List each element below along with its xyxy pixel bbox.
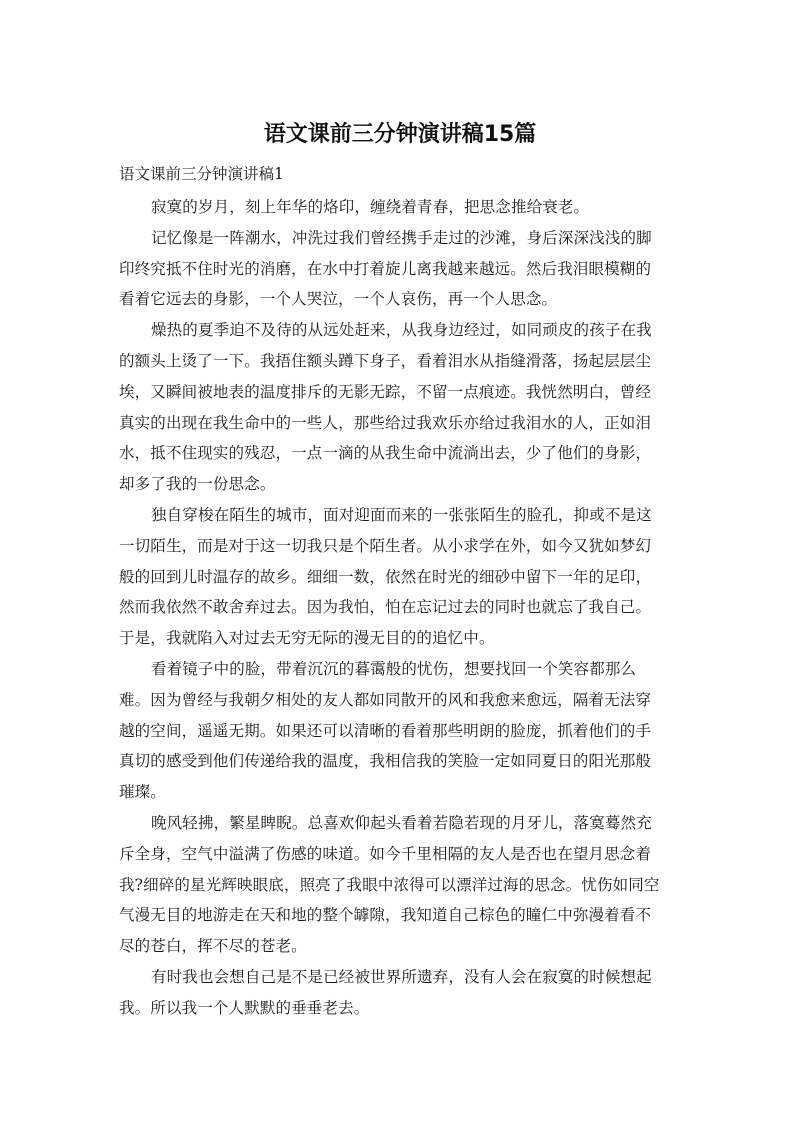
body-paragraph: [119, 223, 681, 315]
paragraph-line: 璀璨。: [119, 783, 166, 802]
paragraph-line: 有时我也会想自己是不是已经被世界所遗弃，没有人会在寂寞的时候想起: [151, 967, 652, 986]
paragraph-line: 越的空间，遥遥无期。如果还可以清晰的看着那些明朗的脸庞，抓着他们的手: [119, 721, 652, 740]
paragraph-line: 的额头上烫了一下。我捂住额头蹲下身子，看着泪水从指缝滑落，扬起层层尘: [119, 351, 652, 370]
body-paragraph: [119, 315, 681, 500]
paragraph-line: 埃，又瞬间被地表的温度排斥的无影无踪，不留一点痕迹。我恍然明白，曾经: [119, 382, 652, 401]
paragraph-line: 我?细碎的星光辉映眼底，照亮了我眼中浓得可以漂洋过海的思念。忧伤如同空: [119, 875, 660, 894]
body-paragraph: [119, 808, 681, 962]
paragraph-line: 看着镜子中的脸，带着沉沉的暮霭般的忧伤，想要找回一个笑容都那么: [151, 659, 637, 678]
paragraph-line: 看着它远去的身影，一个人哭泣，一个人哀伤，再一个人思念。: [119, 290, 558, 309]
paragraph-line: 水，抵不住现实的残忍，一点一滴的从我生命中流淌出去，少了他们的身影，: [119, 444, 652, 463]
paragraph-line: 我。所以我一个人默默的垂垂老去。: [119, 998, 370, 1017]
paragraph-line: 寂寞的岁月，刻上年华的烙印，缠绕着青春，把思念推给衰老。: [151, 198, 590, 216]
document-body: [119, 192, 681, 1024]
paragraph-line: 气漫无目的地游走在天和地的整个罅隙，我知道自己棕色的瞳仁中弥漫着看不: [119, 906, 652, 925]
paragraph-line: 独自穿梭在陌生的城市，面对迎面而来的一张张陌生的脸孔，抑或不是这: [151, 505, 652, 524]
paragraph-line: 然而我依然不敢舍弃过去。因为我怕，怕在忘记过去的同时也就忘了我自己。: [119, 598, 652, 617]
paragraph-line: 却多了我的一份思念。: [119, 475, 276, 494]
paragraph-line: 难。因为曾经与我朝夕相处的友人都如同散开的风和我愈来愈远，隔着无法穿: [119, 690, 652, 709]
body-paragraph: [119, 654, 681, 808]
body-paragraph: [119, 962, 681, 1024]
body-paragraph: [119, 192, 681, 223]
paragraph-line: 印终究抵不住时光的消磨，在水中打着旋儿离我越来越远。然后我泪眼模糊的: [119, 259, 652, 278]
paragraph-line: 记忆像是一阵潮水，冲洗过我们曾经携手走过的沙滩，身后深深浅浅的脚: [151, 228, 652, 247]
paragraph-line: 真实的出现在我生命中的一些人，那些给过我欢乐亦给过我泪水的人，正如泪: [119, 413, 652, 432]
document-title: 语文课前三分钟演讲稿15篇: [263, 122, 537, 147]
paragraph-line: 于是，我就陷入对过去无穷无际的漫无目的的追忆中。: [119, 629, 495, 648]
body-paragraph: [119, 500, 681, 654]
paragraph-line: 晚风轻拂，繁星睥睨。总喜欢仰起头看着若隐若现的月牙儿，落寞蓦然充: [151, 813, 652, 832]
paragraph-line: 斥全身，空气中溢满了伤感的味道。如今千里相隔的友人是否也在望月思念着: [119, 844, 652, 863]
paragraph-line: 一切陌生，而是对于这一切我只是个陌生者。从小求学在外，如今又犹如梦幻: [119, 536, 652, 555]
paragraph-line: 尽的苍白，挥不尽的苍老。: [119, 937, 307, 956]
document-subtitle: 语文课前三分钟演讲稿1: [119, 165, 284, 183]
paragraph-line: 真切的感受到他们传递给我的温度，我相信我的笑脸一定如同夏日的阳光那般: [119, 752, 652, 771]
paragraph-line: 般的回到儿时温存的故乡。细细一数，依然在时光的细砂中留下一年的足印，: [119, 567, 652, 586]
paragraph-line: 燥热的夏季迫不及待的从远处赶来，从我身边经过，如同顽皮的孩子在我: [151, 321, 652, 340]
